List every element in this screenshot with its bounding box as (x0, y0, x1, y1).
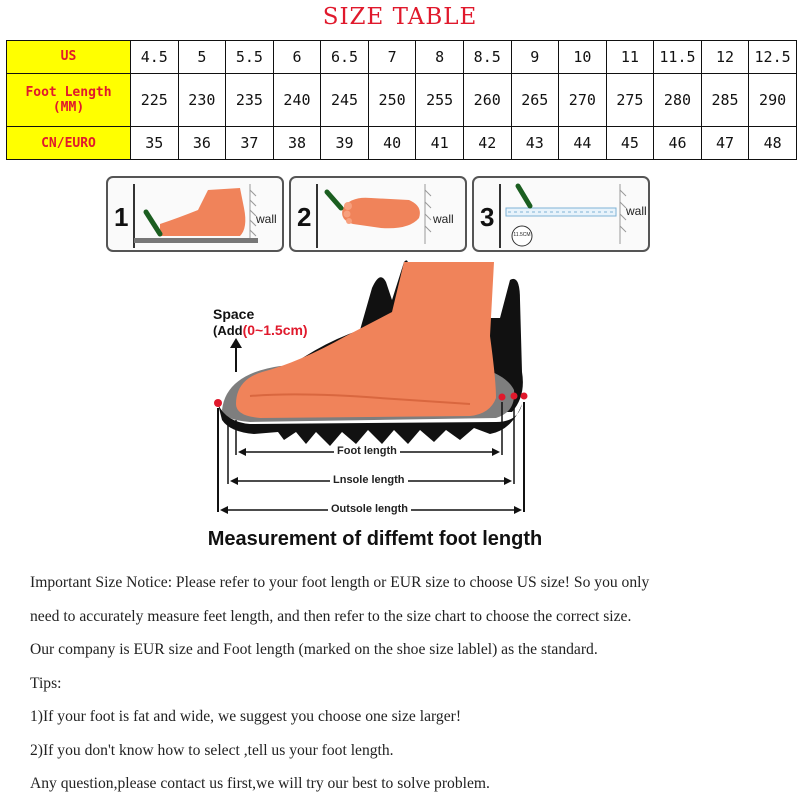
table-cell: 8 (416, 41, 464, 74)
outsole-length-label: Outsole length (328, 503, 411, 515)
row-header: Foot Length (MM) (7, 73, 131, 126)
space-title: Space (213, 306, 255, 322)
foot-length-label: Foot length (334, 445, 400, 457)
table-cell: 43 (511, 127, 559, 160)
table-cell: 285 (701, 73, 749, 126)
table-cell: 260 (463, 73, 511, 126)
step-number: 3 (480, 202, 495, 232)
wall-label: wall (433, 212, 454, 226)
table-cell: 40 (368, 127, 416, 160)
insole-length-label: Lnsole length (330, 474, 408, 486)
row-header: CN/EURO (7, 127, 131, 160)
table-cell: 11 (606, 41, 654, 74)
table-cell: 35 (131, 127, 179, 160)
note-line: need to accurately measure feet length, and then refer to the size chart to choose the correct size. (30, 607, 632, 625)
table-cell: 6.5 (321, 41, 369, 74)
table-cell: 7 (368, 41, 416, 74)
table-cell: 235 (226, 73, 274, 126)
table-cell: 46 (654, 127, 702, 160)
table-cell: 270 (559, 73, 607, 126)
table-cell: 42 (463, 127, 511, 160)
table-cell: 265 (511, 73, 559, 126)
table-cell: 240 (273, 73, 321, 126)
table-cell: 5.5 (226, 41, 274, 74)
table-cell: 4.5 (131, 41, 179, 74)
table-cell: 8.5 (463, 41, 511, 74)
table-cell: 9 (511, 41, 559, 74)
table-cell: 10 (559, 41, 607, 74)
table-cell: 39 (321, 127, 369, 160)
note-line: Our company is EUR size and Foot length (marked on the shoe size lablel) as the standard. (30, 641, 598, 658)
step-number: 2 (297, 202, 312, 232)
table-cell: 275 (606, 73, 654, 126)
table-cell: 6 (273, 41, 321, 74)
diagram-caption: Measurement of diffemt foot length (207, 528, 543, 550)
table-cell: 48 (749, 127, 797, 160)
note-line: Important Size Notice: Please refer to your foot length or EUR size to choose US size! So you only (30, 574, 650, 591)
table-cell: 47 (701, 127, 749, 160)
table-cell: 250 (368, 73, 416, 126)
table-cell: 290 (749, 73, 797, 126)
size-notes (30, 566, 795, 800)
table-cell: 41 (416, 127, 464, 160)
table-cell: 245 (321, 73, 369, 126)
table-cell: 12.5 (749, 41, 797, 74)
wall-label: wall (626, 204, 647, 218)
size-badge: 11.5CM (513, 232, 531, 238)
page-title: SIZE TABLE (322, 4, 478, 30)
table-cell: 11.5 (654, 41, 702, 74)
table-cell: 225 (131, 73, 179, 126)
note-line: Any question,please contact us first,we will try our best to solve problem. (30, 775, 490, 792)
wall-label: wall (256, 212, 277, 226)
table-cell: 36 (178, 127, 226, 160)
table-cell: 38 (273, 127, 321, 160)
note-line: 2)If you don't know how to select ,tell us your foot length. (30, 741, 394, 759)
step-number: 1 (114, 202, 129, 232)
note-line: Tips: (30, 674, 62, 692)
row-header: US (7, 41, 131, 74)
table-cell: 230 (178, 73, 226, 126)
table-cell: 44 (559, 127, 607, 160)
table-cell: 12 (701, 41, 749, 74)
table-cell: 255 (416, 73, 464, 126)
note-line: 1)If your foot is fat and wide, we suggest you choose one size larger! (30, 708, 462, 725)
table-cell: 5 (178, 41, 226, 74)
table-cell: 37 (226, 127, 274, 160)
table-cell: 280 (654, 73, 702, 126)
table-cell: 45 (606, 127, 654, 160)
space-range: (Add(0~1.5cm) (213, 322, 308, 338)
